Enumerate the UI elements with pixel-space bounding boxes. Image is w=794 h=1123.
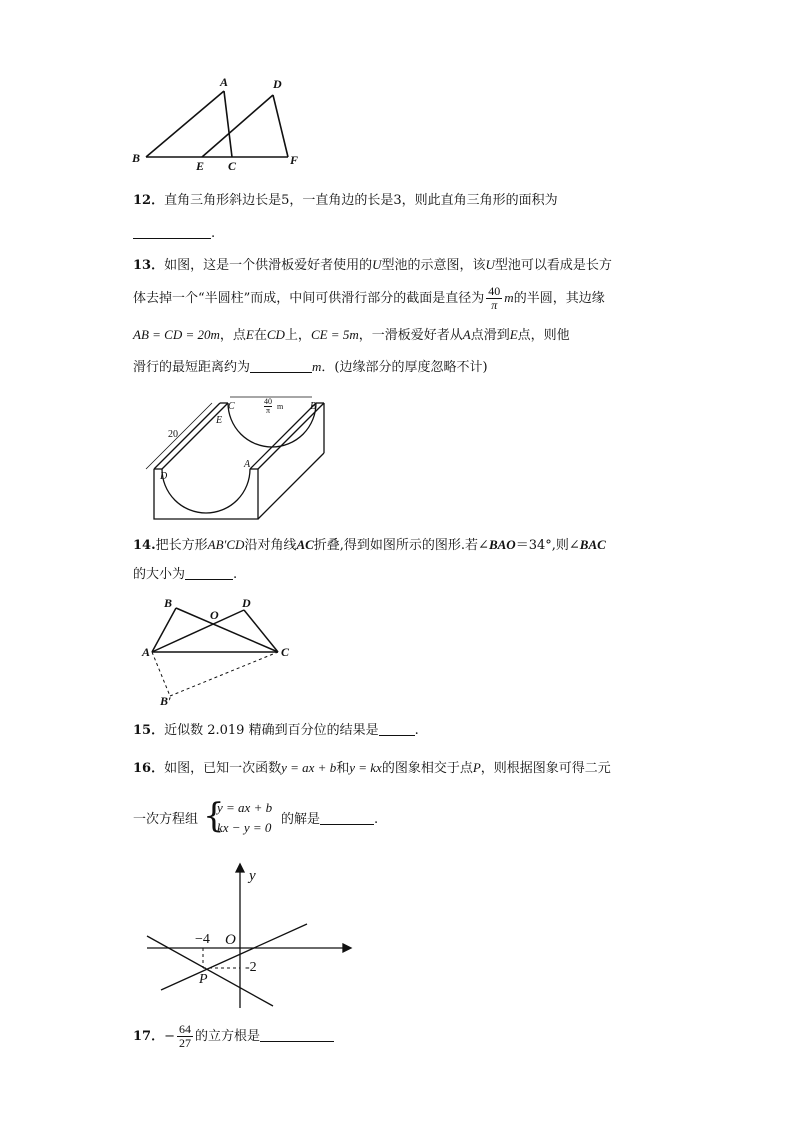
question-number: 14.	[133, 538, 156, 553]
question-16-line-1: 16．如图，已知一次函数y = ax + b和y = kx的图象相交于点P，则根据图象可得二元	[133, 760, 611, 776]
label-origin: O	[225, 932, 236, 948]
label-D: D	[242, 596, 251, 610]
label-B: B	[310, 401, 317, 412]
answer-blank[interactable]	[260, 1027, 334, 1042]
question-number: 13．	[133, 258, 165, 273]
fraction-64-over-27: $\frac{64}{27}$	[179, 1022, 191, 1050]
label-C: C	[228, 401, 235, 412]
label-minus-4: −4	[195, 932, 210, 947]
system-equation-1: y = ax + b	[217, 800, 273, 815]
label-A: A	[142, 645, 151, 659]
answer-blank[interactable]	[185, 565, 233, 580]
question-number: 16．	[133, 761, 165, 776]
label-minus-2: -2	[245, 960, 257, 975]
question-number: 17．	[133, 1029, 165, 1044]
label-D: D	[273, 77, 282, 91]
question-12	[133, 191, 673, 211]
label-y: y	[249, 868, 256, 884]
question-13-line-2: 体去掉一个“半圆柱”而成，中间可供滑行部分的截面是直径为 $\frac{40}{\pi}$ m的半圆，其边缘	[133, 284, 605, 312]
figure-q14	[140, 596, 300, 708]
question-13-line-1: 13．如图，这是一个供滑板爱好者使用的U型池的示意图，该U型池可以看成是长方	[133, 257, 612, 273]
figure-q16	[145, 862, 355, 1010]
label-E: E	[216, 415, 223, 426]
question-15: 15．近似数 2.019 精确到百分位的结果是 .	[133, 723, 419, 738]
line-ED	[202, 95, 273, 157]
fraction-40-over-pi: $\frac{40}{\pi}$	[488, 284, 501, 312]
triangles-figure	[130, 75, 310, 175]
question-14-line-2: 的大小为 .	[133, 567, 238, 582]
label-B: B	[164, 596, 173, 610]
question-17: 17．− $\frac{64}{27}$ 的立方根是	[133, 1020, 673, 1054]
brace: {	[203, 796, 225, 836]
question-12-answer-line: .	[133, 224, 673, 244]
label-A: A	[220, 75, 229, 89]
question-14-line-1: 14.把长方形AB′CD沿对角线AC折叠,得到如图所示的图形.若∠BAO＝34°,则∠BAC	[133, 537, 606, 553]
y-axis-arrow	[236, 864, 244, 872]
question-13-line-3: AB = CD = 20m，点E在CD上，CE = 5m，一滑板爱好者从A点滑到E点，则他	[133, 327, 570, 343]
label-P: P	[199, 972, 208, 987]
label-B-prime: B′	[160, 694, 172, 708]
label-E: E	[196, 159, 205, 173]
label-C: C	[228, 159, 237, 173]
folded-rectangle-figure	[140, 596, 300, 708]
u-pool-figure	[140, 393, 340, 523]
label-diameter: 40 π	[264, 397, 272, 415]
label-F: F	[290, 153, 299, 167]
answer-blank[interactable]	[320, 810, 374, 825]
line-AC	[224, 91, 232, 157]
question-16-line-2: 一次方程组 { y = ax + b kx − y = 0 的解是 .	[133, 796, 379, 836]
line-DF	[273, 95, 288, 157]
figure-q13	[140, 393, 340, 523]
question-number: 12．	[133, 193, 165, 208]
x-axis-arrow	[343, 944, 351, 952]
label-A: A	[244, 459, 251, 470]
label-diameter-unit: m	[277, 402, 284, 411]
question-text: 直角三角形斜边长是5，一直角边的长是3，则此直角三角形的面积为	[164, 193, 558, 208]
label-B: B	[132, 151, 141, 165]
question-13-line-4: 滑行的最短距离约为 m．(边缘部分的厚度忽略不计)	[133, 359, 488, 375]
label-C: C	[281, 645, 290, 659]
label-length-20: 20	[168, 429, 178, 440]
figure-q11	[130, 75, 310, 175]
label-D: D	[160, 471, 168, 482]
answer-blank[interactable]	[250, 358, 312, 373]
answer-blank[interactable]	[379, 721, 415, 736]
answer-blank[interactable]	[133, 224, 211, 239]
label-O: O	[210, 608, 219, 622]
question-number: 15．	[133, 723, 165, 738]
system-equation-2: kx − y = 0	[217, 820, 272, 835]
